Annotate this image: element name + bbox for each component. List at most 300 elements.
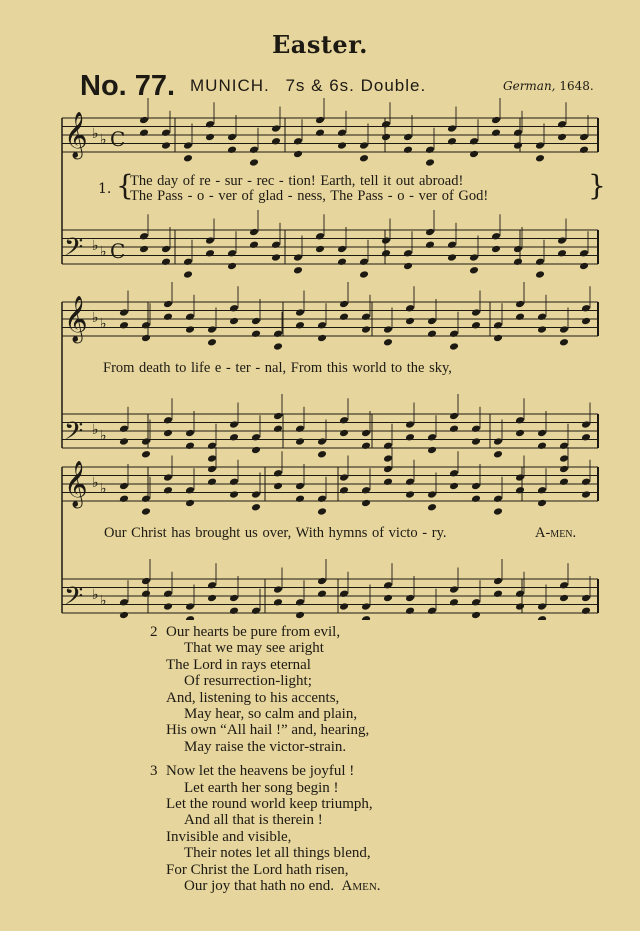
- note-head: [427, 317, 437, 326]
- note-head: [293, 150, 303, 159]
- note-head: [383, 338, 393, 347]
- note-head: [161, 141, 171, 150]
- note-head: [537, 429, 547, 438]
- tune-meter: 7s & 6s. Double.: [285, 76, 427, 95]
- note-head: [207, 477, 217, 486]
- note-head: [581, 490, 591, 499]
- note-head: [535, 154, 545, 163]
- note-head: [119, 321, 129, 330]
- note-head: [317, 450, 327, 459]
- note-head: [449, 598, 459, 607]
- note-head: [339, 602, 349, 611]
- note-head: [295, 308, 305, 317]
- note-head: [361, 312, 371, 321]
- bass-clef: 𝄢: [64, 417, 84, 452]
- note-head: [273, 424, 283, 433]
- note-head: [493, 437, 503, 446]
- note-head: [207, 441, 217, 450]
- note-head: [537, 486, 547, 495]
- note-head: [493, 589, 503, 598]
- note-head: [515, 473, 525, 482]
- note-head: [425, 228, 435, 237]
- note-head: [581, 433, 591, 442]
- note-head: [227, 145, 237, 154]
- note-head: [295, 494, 305, 503]
- note-head: [185, 325, 195, 334]
- note-head: [163, 429, 173, 438]
- note-head: [403, 133, 413, 142]
- note-head: [579, 249, 589, 258]
- note-head: [293, 253, 303, 262]
- note-head: [359, 141, 369, 150]
- note-head: [141, 437, 151, 446]
- note-head: [273, 329, 283, 338]
- note-head: [427, 446, 437, 455]
- verse-line: That we may see aright: [184, 640, 324, 657]
- note-head: [557, 249, 567, 258]
- note-head: [559, 325, 569, 334]
- note-head: [449, 585, 459, 594]
- treble-clef: 𝄞: [64, 461, 88, 507]
- note-head: [405, 490, 415, 499]
- note-head: [207, 454, 217, 463]
- section-title: Easter.: [271, 30, 368, 59]
- note-head: [205, 236, 215, 245]
- note-head: [493, 494, 503, 503]
- note-head: [339, 429, 349, 438]
- note-head: [491, 116, 501, 125]
- verse-line: Invisible and visible,: [166, 828, 292, 845]
- note-head: [361, 615, 371, 620]
- note-head: [163, 602, 173, 611]
- verse-line: Our joy that hath no end.: [184, 878, 334, 895]
- note-head: [447, 253, 457, 262]
- note-head: [273, 598, 283, 607]
- note-head: [383, 594, 393, 603]
- note-head: [315, 116, 325, 125]
- note-head: [449, 424, 459, 433]
- note-head: [163, 486, 173, 495]
- note-head: [405, 433, 415, 442]
- note-head: [537, 441, 547, 450]
- note-head: [447, 240, 457, 249]
- note-head: [273, 585, 283, 594]
- note-head: [295, 424, 305, 433]
- note-head: [295, 482, 305, 491]
- note-head: [491, 245, 501, 254]
- note-head: [579, 145, 589, 154]
- note-head: [185, 615, 195, 620]
- note-head: [139, 116, 149, 125]
- note-head: [427, 433, 437, 442]
- note-head: [449, 469, 459, 478]
- lyric-line-3: From death to life e - ter - nal, From this world to the sky,: [103, 360, 452, 376]
- lyric-line-2: The Pass - o - ver of glad - ness, The Pass - o - ver of God!: [130, 188, 489, 204]
- note-head: [513, 141, 523, 150]
- note-head: [249, 158, 259, 167]
- note-head: [405, 420, 415, 429]
- note-head: [471, 321, 481, 330]
- note-head: [515, 300, 525, 309]
- verse-line: May raise the victor-strain.: [184, 738, 347, 755]
- note-head: [163, 589, 173, 598]
- flat-sign: ♭: [92, 238, 99, 254]
- note-head: [383, 477, 393, 486]
- time-signature: C: [110, 239, 126, 263]
- note-head: [471, 494, 481, 503]
- note-head: [361, 441, 371, 450]
- note-head: [183, 257, 193, 266]
- note-head: [559, 594, 569, 603]
- note-head: [581, 420, 591, 429]
- note-head: [427, 606, 437, 615]
- note-head: [581, 304, 591, 313]
- note-head: [271, 240, 281, 249]
- note-head: [381, 120, 391, 129]
- note-head: [251, 329, 261, 338]
- note-head: [317, 577, 327, 586]
- note-head: [405, 477, 415, 486]
- verse-line: For Christ the Lord hath risen,: [166, 861, 349, 878]
- verse-line: And, listening to his accents,: [166, 689, 340, 706]
- note-head: [405, 317, 415, 326]
- note-head: [207, 465, 217, 474]
- note-head: [559, 477, 569, 486]
- note-head: [141, 577, 151, 586]
- note-head: [339, 312, 349, 321]
- note-head: [295, 598, 305, 607]
- note-head: [271, 253, 281, 262]
- note-head: [493, 321, 503, 330]
- note-head: [535, 257, 545, 266]
- note-head: [141, 589, 151, 598]
- lyric-line-4: Our Christ has brought us over, With hymns of victo - ry.: [104, 525, 447, 541]
- note-head: [251, 606, 261, 615]
- note-head: [513, 128, 523, 137]
- note-head: [449, 482, 459, 491]
- note-head: [317, 494, 327, 503]
- note-head: [119, 424, 129, 433]
- note-head: [559, 454, 569, 463]
- note-head: [251, 446, 261, 455]
- note-head: [469, 253, 479, 262]
- note-head: [581, 477, 591, 486]
- lyric-line-1: The day of re - sur - rec - tion! Earth, tell it out abroad!: [130, 173, 464, 189]
- note-head: [579, 262, 589, 271]
- note-head: [381, 236, 391, 245]
- note-head: [207, 581, 217, 590]
- note-head: [163, 312, 173, 321]
- note-head: [537, 312, 547, 321]
- note-head: [425, 240, 435, 249]
- verse-line: The Lord in rays eternal: [166, 656, 311, 673]
- note-head: [535, 270, 545, 279]
- note-head: [471, 482, 481, 491]
- note-head: [515, 312, 525, 321]
- note-head: [229, 490, 239, 499]
- note-head: [119, 308, 129, 317]
- note-head: [447, 124, 457, 133]
- left-brace: {: [116, 169, 134, 202]
- note-head: [337, 257, 347, 266]
- note-head: [273, 482, 283, 491]
- note-head: [493, 507, 503, 516]
- note-head: [361, 325, 371, 334]
- note-head: [359, 270, 369, 279]
- verses-block: [150, 624, 381, 903]
- note-head: [119, 611, 129, 620]
- note-head: [139, 128, 149, 137]
- note-head: [513, 245, 523, 254]
- note-head: [271, 124, 281, 133]
- note-head: [229, 594, 239, 603]
- right-brace: }: [588, 169, 606, 202]
- note-head: [537, 325, 547, 334]
- note-head: [185, 602, 195, 611]
- verse-line: May hear, so calm and plain,: [184, 706, 358, 723]
- note-head: [579, 133, 589, 142]
- verse-line: Let the round world keep triumph,: [166, 796, 373, 813]
- note-head: [141, 450, 151, 459]
- note-head: [449, 412, 459, 421]
- note-head: [339, 486, 349, 495]
- note-head: [339, 416, 349, 425]
- note-head: [141, 494, 151, 503]
- note-head: [493, 334, 503, 343]
- note-head: [119, 494, 129, 503]
- note-head: [207, 338, 217, 347]
- note-head: [515, 602, 525, 611]
- verse-line: Our hearts be pure from evil,: [166, 624, 341, 640]
- note-head: [183, 154, 193, 163]
- note-head: [295, 321, 305, 330]
- note-head: [227, 249, 237, 258]
- note-head: [559, 581, 569, 590]
- note-head: [491, 128, 501, 137]
- note-head: [163, 416, 173, 425]
- note-head: [139, 245, 149, 254]
- note-head: [337, 141, 347, 150]
- note-head: [141, 507, 151, 516]
- source-year: 1648.: [559, 79, 594, 93]
- note-head: [361, 429, 371, 438]
- note-head: [183, 270, 193, 279]
- verse-line: Now let the heavens be joyful !: [166, 763, 355, 780]
- note-head: [405, 304, 415, 313]
- note-head: [249, 240, 259, 249]
- note-head: [361, 499, 371, 508]
- verse-one-label: 1.: [98, 181, 112, 197]
- note-head: [469, 137, 479, 146]
- note-head: [383, 581, 393, 590]
- note-head: [493, 450, 503, 459]
- flat-sign: ♭: [100, 593, 107, 609]
- note-head: [449, 342, 459, 351]
- flat-sign: ♭: [100, 244, 107, 260]
- note-head: [537, 615, 547, 620]
- note-head: [383, 325, 393, 334]
- note-head: [537, 499, 547, 508]
- note-head: [427, 503, 437, 512]
- flat-sign: ♭: [100, 428, 107, 444]
- note-head: [425, 145, 435, 154]
- note-head: [339, 473, 349, 482]
- time-signature: C: [110, 127, 126, 151]
- flat-sign: ♭: [92, 475, 99, 491]
- note-head: [581, 317, 591, 326]
- note-head: [161, 257, 171, 266]
- note-head: [317, 589, 327, 598]
- note-head: [515, 589, 525, 598]
- note-head: [493, 577, 503, 586]
- note-head: [207, 325, 217, 334]
- note-head: [229, 477, 239, 486]
- note-head: [383, 441, 393, 450]
- note-head: [229, 433, 239, 442]
- note-head: [273, 412, 283, 421]
- note-head: [163, 473, 173, 482]
- note-head: [251, 490, 261, 499]
- note-head: [119, 482, 129, 491]
- note-head: [273, 342, 283, 351]
- verse-line: Let earth her song begin !: [184, 779, 339, 796]
- hymn-number: No. 77.: [80, 70, 176, 102]
- note-head: [295, 611, 305, 620]
- note-head: [471, 611, 481, 620]
- flat-sign: ♭: [100, 481, 107, 497]
- note-head: [515, 429, 525, 438]
- note-head: [469, 266, 479, 275]
- note-head: [119, 598, 129, 607]
- note-head: [229, 317, 239, 326]
- treble-clef: 𝄞: [64, 296, 88, 342]
- note-head: [141, 321, 151, 330]
- note-head: [557, 236, 567, 245]
- note-head: [183, 141, 193, 150]
- flat-sign: ♭: [92, 587, 99, 603]
- note-head: [559, 338, 569, 347]
- note-head: [383, 454, 393, 463]
- note-head: [251, 503, 261, 512]
- note-head: [161, 245, 171, 254]
- note-head: [535, 141, 545, 150]
- note-head: [227, 133, 237, 142]
- verse-amen: Amen.: [341, 878, 381, 895]
- note-head: [139, 232, 149, 241]
- note-head: [471, 598, 481, 607]
- note-head: [185, 441, 195, 450]
- note-head: [119, 437, 129, 446]
- note-head: [471, 424, 481, 433]
- note-head: [491, 232, 501, 241]
- note-head: [557, 120, 567, 129]
- note-head: [205, 249, 215, 258]
- note-head: [229, 606, 239, 615]
- note-head: [227, 262, 237, 271]
- note-head: [315, 245, 325, 254]
- note-head: [161, 128, 171, 137]
- verse-line: His own “All hail !” and, hearing,: [166, 722, 370, 739]
- note-head: [185, 499, 195, 508]
- note-head: [557, 133, 567, 142]
- treble-clef: 𝄞: [64, 112, 88, 158]
- note-head: [449, 329, 459, 338]
- note-head: [337, 128, 347, 137]
- note-head: [537, 602, 547, 611]
- note-head: [359, 257, 369, 266]
- source-name: German,: [503, 79, 556, 93]
- note-head: [383, 465, 393, 474]
- note-head: [381, 249, 391, 258]
- flat-sign: ♭: [92, 126, 99, 142]
- note-head: [317, 507, 327, 516]
- note-head: [559, 441, 569, 450]
- flat-sign: ♭: [92, 422, 99, 438]
- note-head: [317, 321, 327, 330]
- note-head: [229, 420, 239, 429]
- note-head: [405, 606, 415, 615]
- note-head: [293, 266, 303, 275]
- note-head: [205, 133, 215, 142]
- note-head: [317, 437, 327, 446]
- note-head: [317, 334, 327, 343]
- note-head: [207, 594, 217, 603]
- note-head: [251, 317, 261, 326]
- note-head: [273, 469, 283, 478]
- note-head: [513, 257, 523, 266]
- note-head: [403, 249, 413, 258]
- note-head: [361, 602, 371, 611]
- note-head: [251, 619, 261, 620]
- note-head: [471, 308, 481, 317]
- note-head: [471, 437, 481, 446]
- verse-line: Their notes let all things blend,: [184, 845, 371, 862]
- note-head: [185, 429, 195, 438]
- stanza-number: 3: [150, 763, 158, 780]
- note-head: [229, 304, 239, 313]
- note-head: [337, 245, 347, 254]
- note-head: [381, 133, 391, 142]
- flat-sign: ♭: [100, 316, 107, 332]
- bass-clef: 𝄢: [64, 233, 84, 268]
- note-head: [427, 619, 437, 620]
- note-head: [427, 329, 437, 338]
- note-head: [361, 486, 371, 495]
- verse-line: And all that is therein !: [184, 812, 323, 829]
- note-head: [447, 137, 457, 146]
- tune-name: MUNICH.: [190, 76, 270, 95]
- note-head: [295, 437, 305, 446]
- stanza-3: [150, 763, 381, 895]
- note-head: [405, 594, 415, 603]
- note-head: [163, 300, 173, 309]
- note-head: [469, 150, 479, 159]
- note-head: [559, 465, 569, 474]
- note-head: [271, 137, 281, 146]
- note-head: [403, 262, 413, 271]
- note-head: [249, 228, 259, 237]
- note-head: [205, 120, 215, 129]
- note-head: [581, 606, 591, 615]
- note-head: [427, 490, 437, 499]
- verse-line: Of resurrection-light;: [184, 673, 312, 690]
- note-head: [581, 594, 591, 603]
- note-head: [403, 145, 413, 154]
- note-head: [185, 312, 195, 321]
- stanza-number: 2: [150, 624, 158, 640]
- note-head: [359, 154, 369, 163]
- note-head: [185, 486, 195, 495]
